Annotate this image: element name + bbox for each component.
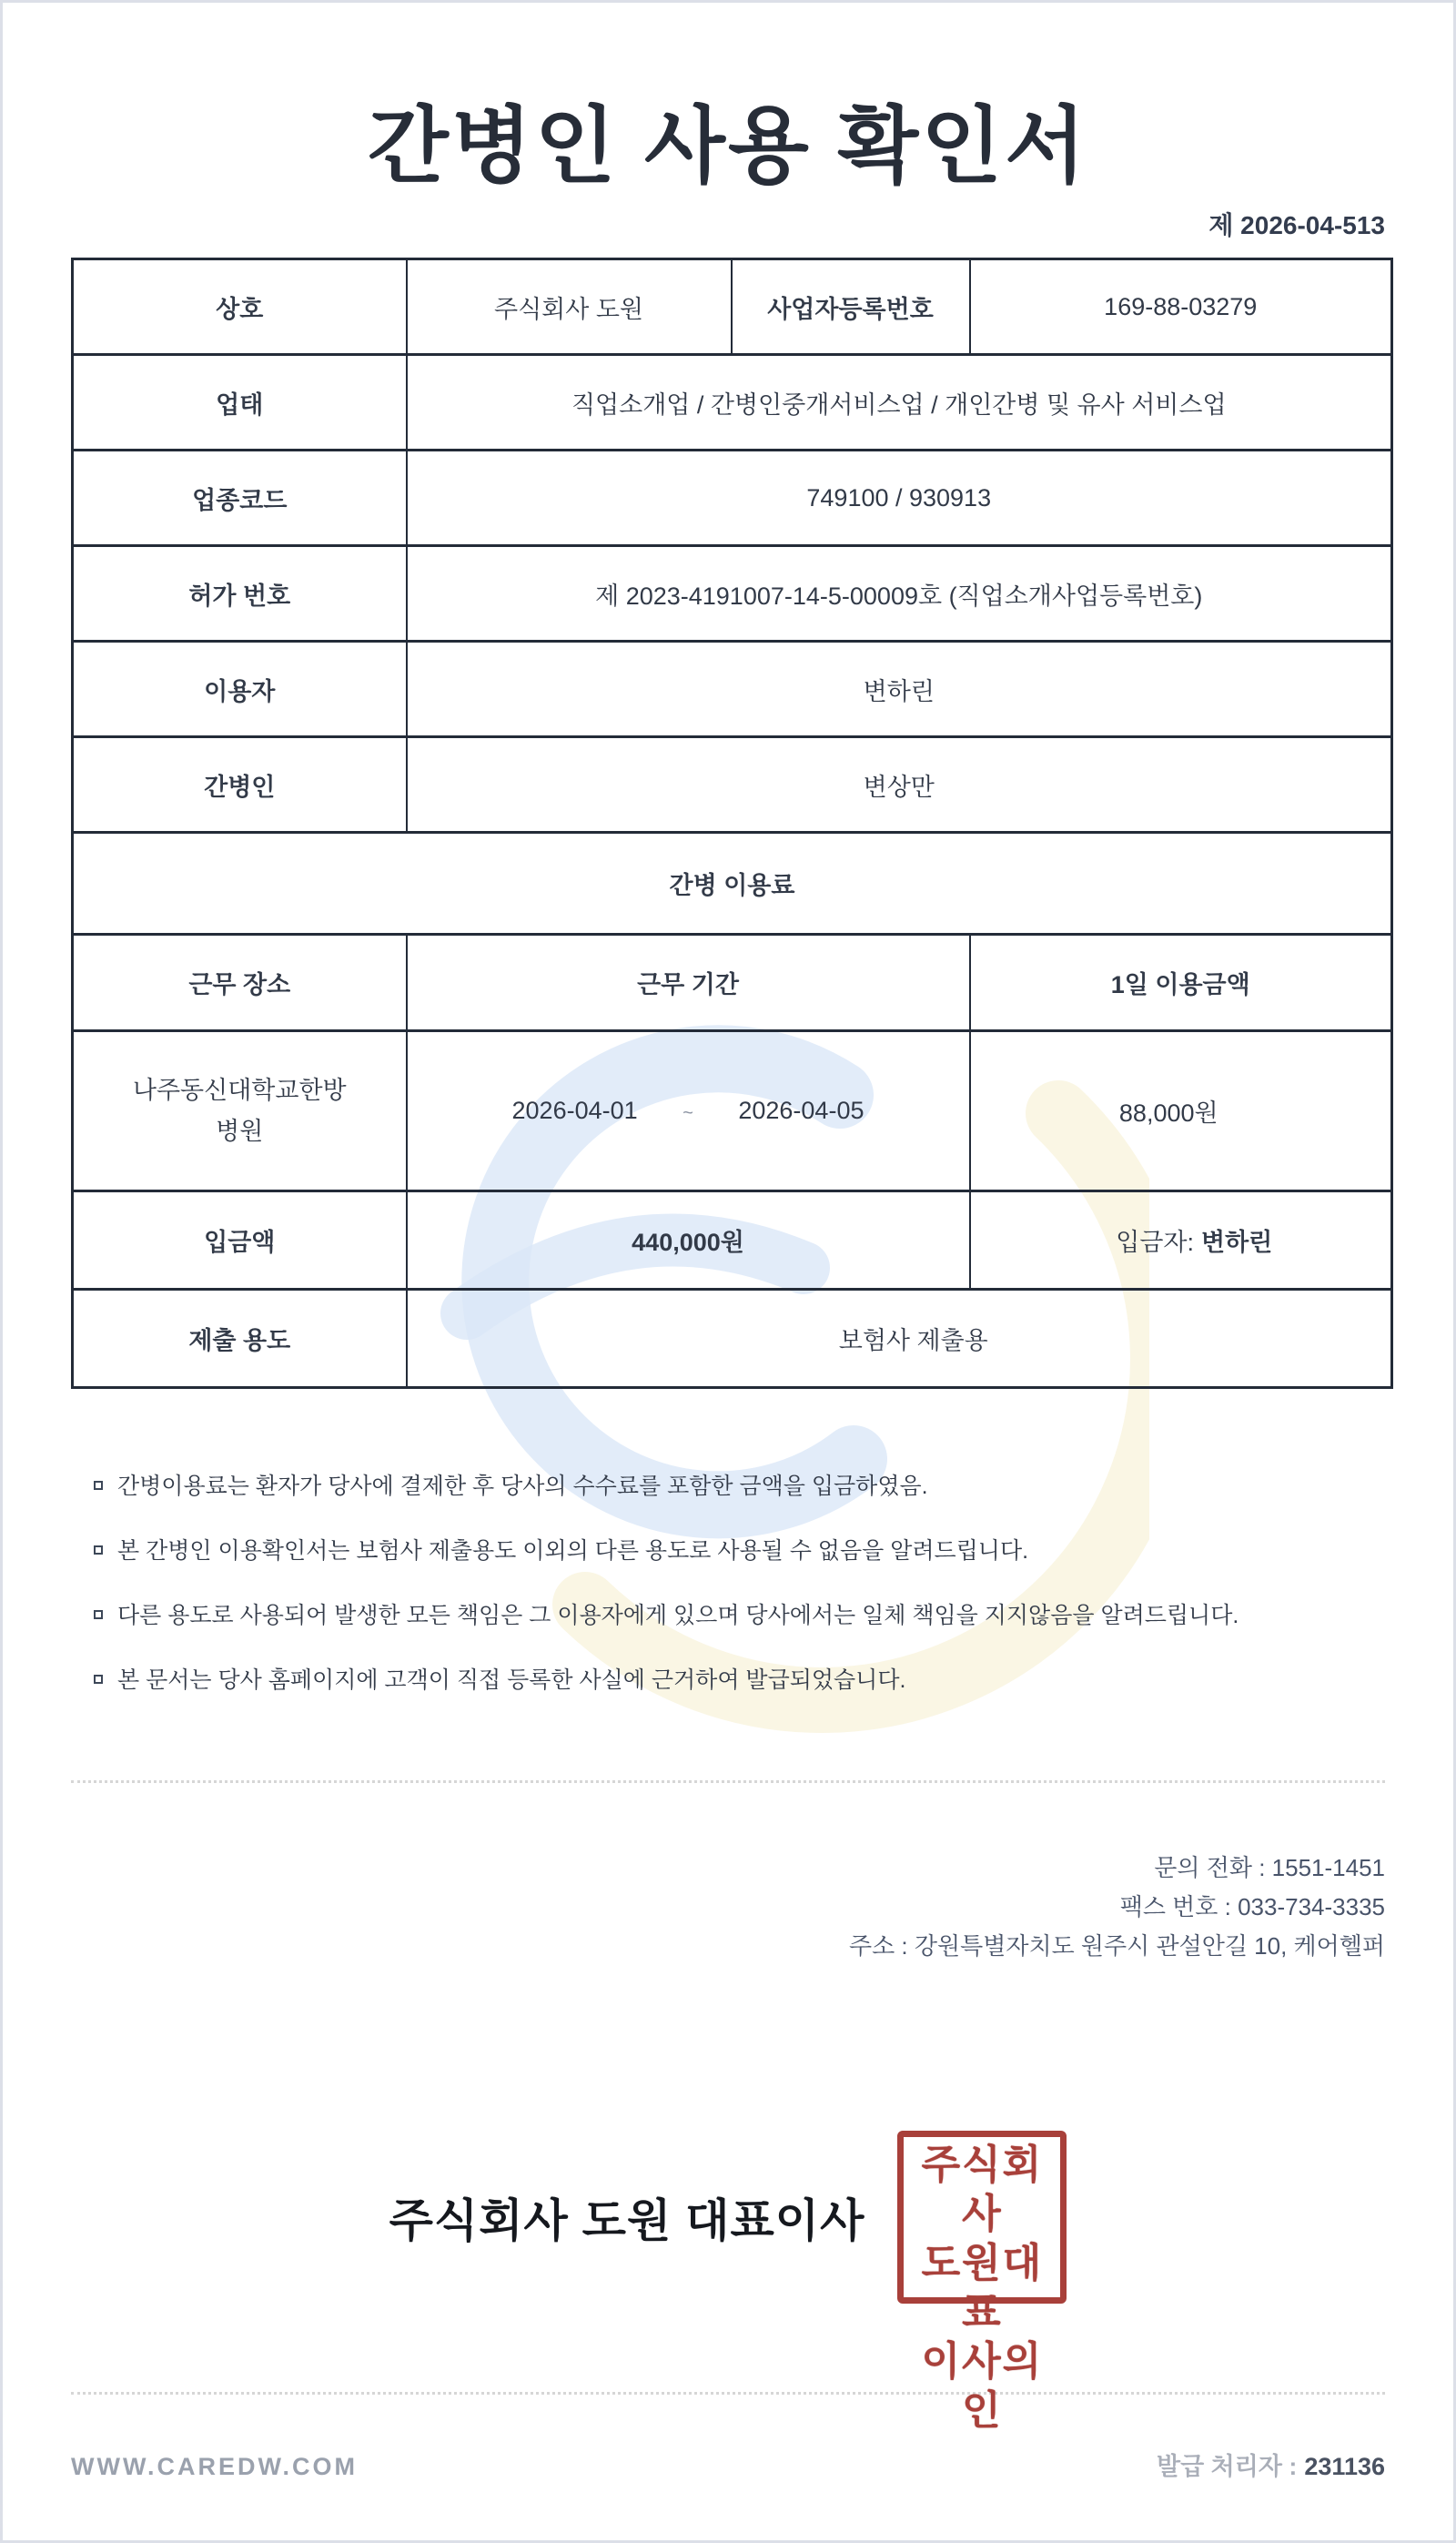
- work-period-value: [407, 1031, 970, 1191]
- caregiver-label: 간병인: [73, 737, 407, 833]
- fee-header-row: [73, 935, 1392, 1031]
- license-no-value: 제 2023-4191007-14-5-00009호 (직업소개사업등록번호): [407, 546, 1392, 642]
- period-tilde: ~: [682, 1103, 693, 1123]
- industry-code-label: 업종코드: [73, 451, 407, 546]
- table-row: [73, 546, 1392, 642]
- seal-text-line: 이사의인: [921, 2339, 1044, 2433]
- purpose-value: 보험사 제출용: [407, 1290, 1392, 1388]
- document-number: 제 2026-04-513: [1208, 211, 1385, 239]
- company-name-value: 주식회사 도원: [407, 259, 732, 355]
- page-footer: [71, 2451, 1385, 2482]
- note-item: [94, 1657, 1385, 1703]
- company-name-label: 상호: [73, 259, 407, 355]
- corporate-seal-stamp: [897, 2131, 1067, 2433]
- work-period-header: 근무 기간: [407, 935, 970, 1031]
- caregiver-value: 변상만: [407, 737, 1392, 833]
- deposit-row: [73, 1191, 1392, 1290]
- dotted-divider: [71, 2392, 1385, 2395]
- signature-block: [3, 2130, 1453, 2433]
- deposit-amount: 440,000원: [407, 1191, 970, 1290]
- note-text: 본 문서는 당사 홈페이지에 고객이 직접 등록한 사실에 근거하여 발급되었습니다.: [117, 1667, 906, 1693]
- industry-code-value: 749100 / 930913: [407, 451, 1392, 546]
- note-text: 본 간병인 이용확인서는 보험사 제출용도 이외의 다른 용도로 사용될 수 없음을 알려드립니다.: [117, 1538, 1029, 1564]
- ceo-signature-text: 주식회사 도원 대표이사: [389, 2195, 865, 2246]
- square-bullet-icon: [94, 1481, 103, 1490]
- depositor-label: 입금자:: [1116, 1229, 1194, 1256]
- dotted-divider: [71, 1780, 1385, 1783]
- fee-data-row: [73, 1031, 1392, 1191]
- table-row: [73, 259, 1392, 355]
- note-text: 간병이용료는 환자가 당사에 결제한 후 당사의 수수료를 포함한 금액을 입금하였음.: [117, 1474, 928, 1499]
- square-bullet-icon: [94, 1675, 103, 1684]
- seal-text-line: 주식회사: [921, 2143, 1044, 2236]
- user-label: 이용자: [73, 642, 407, 737]
- period-end-date: 2026-04-05: [738, 1097, 864, 1124]
- issuer-label: 발급 처리자 :: [1156, 2453, 1298, 2480]
- daily-fee-header: 1일 이용금액: [970, 935, 1392, 1031]
- table-row: [73, 451, 1392, 546]
- note-text: 다른 용도로 사용되어 발생한 모든 책임은 그 이용자에게 있으며 당사에서는 일체 책임을 지지않음을 알려드립니다.: [117, 1603, 1239, 1628]
- period-start-date: 2026-04-01: [511, 1097, 638, 1124]
- note-item: [94, 1593, 1385, 1638]
- website-url: WWW.CAREDW.COM: [71, 2453, 358, 2480]
- business-type-value: 직업소개업 / 간병인중개서비스업 / 개인간병 및 유사 서비스업: [407, 355, 1392, 451]
- license-no-label: 허가 번호: [73, 546, 407, 642]
- seal-text-line: 도원대표: [921, 2241, 1044, 2335]
- business-type-label: 업태: [73, 355, 407, 451]
- daily-fee-value: 88,000원: [970, 1031, 1392, 1191]
- notes-list: [94, 1464, 1385, 1703]
- page-title: 간병인 사용 확인서: [367, 100, 1089, 193]
- table-row: [73, 642, 1392, 737]
- table-row: [73, 355, 1392, 451]
- work-place-header: 근무 장소: [73, 935, 407, 1031]
- square-bullet-icon: [94, 1610, 103, 1619]
- note-item: [94, 1464, 1385, 1509]
- contact-phone: 문의 전화 : 1551-1451: [1154, 1854, 1385, 1881]
- table-row: [73, 737, 1392, 833]
- square-bullet-icon: [94, 1545, 103, 1555]
- contact-block: [71, 1849, 1385, 1966]
- deposit-label: 입금액: [73, 1191, 407, 1290]
- work-place-value: 나주동신대학교한방병원: [73, 1031, 407, 1191]
- issuer-info: [1157, 2451, 1385, 2482]
- purpose-row: [73, 1290, 1392, 1388]
- confirmation-table: [71, 258, 1393, 1389]
- depositor-cell: [970, 1191, 1392, 1290]
- purpose-label: 제출 용도: [73, 1290, 407, 1388]
- business-reg-no-label: 사업자등록번호: [732, 259, 970, 355]
- issuer-value: 231136: [1304, 2453, 1385, 2480]
- note-item: [94, 1528, 1385, 1574]
- contact-address: 주소 : 강원특별자치도 원주시 관설안길 10, 케어헬퍼: [848, 1932, 1385, 1960]
- contact-fax: 팩스 번호 : 033-734-3335: [1119, 1893, 1385, 1920]
- care-fee-section-title: 간병 이용료: [73, 833, 1392, 935]
- depositor-name: 변하린: [1201, 1229, 1273, 1256]
- business-reg-no-value: 169-88-03279: [970, 259, 1392, 355]
- user-value: 변하린: [407, 642, 1392, 737]
- table-section-header-row: [73, 833, 1392, 935]
